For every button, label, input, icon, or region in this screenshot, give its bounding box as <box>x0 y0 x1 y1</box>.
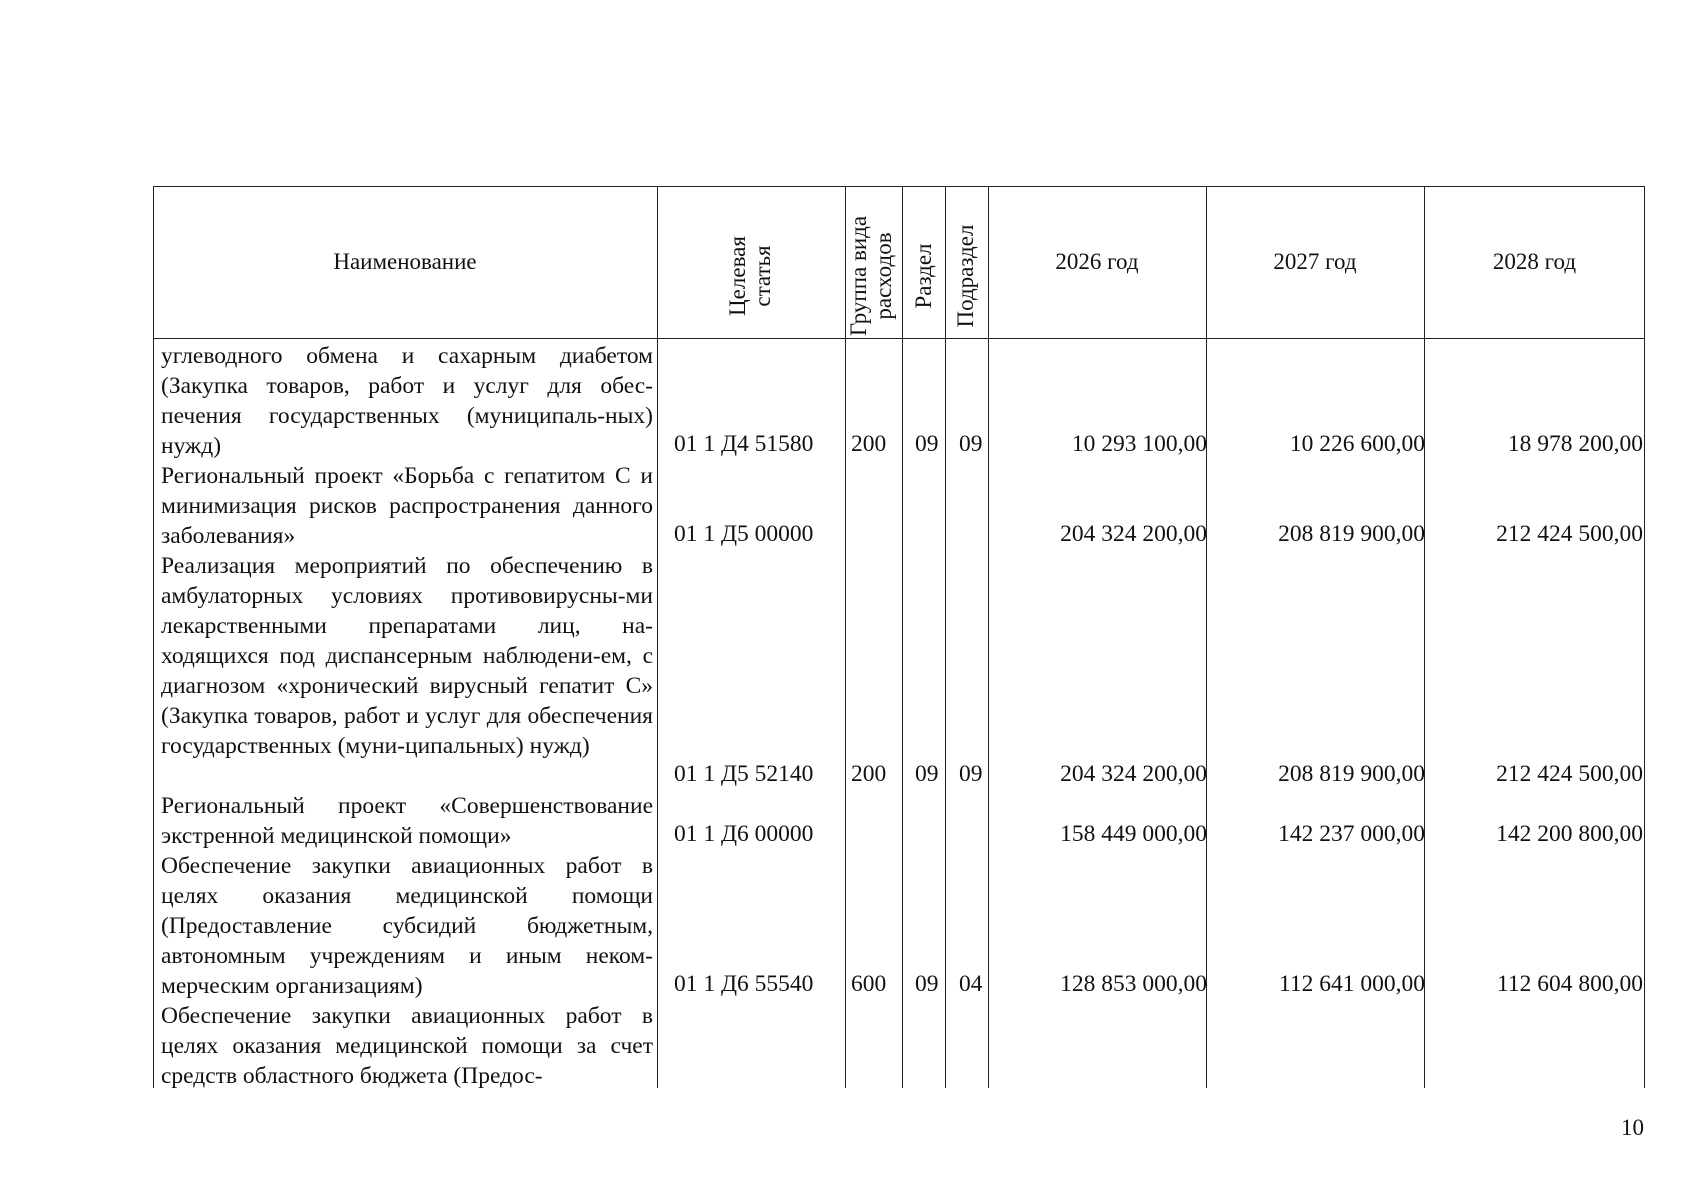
row-2026: 10 293 100,00 <box>1071 431 1207 457</box>
row-name: Региональный проект «Борьба с гепатитом С и минимизация рисков распространения данного заболевания» <box>161 463 653 549</box>
row-2026: 158 449 000,00 <box>1060 821 1207 847</box>
row-2028: 212 424 500,00 <box>1496 761 1643 787</box>
row-code: 01 1 Д6 00000 <box>674 821 814 847</box>
row-2028: 18 978 200,00 <box>1507 431 1643 457</box>
header-subsection: Подраздел <box>953 224 978 328</box>
row-name: углеводного обмена и сахарным диабетом (Закупка товаров, работ и услуг для обес-печения государственных (муниципаль-ных) нужд) <box>161 343 653 459</box>
header-target-article-text: Целевая статья <box>725 236 775 316</box>
page-number: 10 <box>1621 1115 1644 1140</box>
row-2026: 204 324 200,00 <box>1060 521 1207 547</box>
row-2027: 10 226 600,00 <box>1289 431 1425 457</box>
column-divider <box>657 186 658 1088</box>
row-section: 09 <box>915 431 939 457</box>
column-divider <box>945 186 946 1088</box>
row-name: Обеспечение закупки авиационных работ в целях оказания медицинской помощи за счет средств областного бюджета (Предос- <box>161 1003 653 1089</box>
row-group: 200 <box>851 431 887 457</box>
row-2028: 112 604 800,00 <box>1496 971 1643 997</box>
row-code: 01 1 Д6 55540 <box>674 971 814 997</box>
row-name: Реализация мероприятий по обеспечению в амбулаторных условиях противовирусны-ми лекарственными препаратами лиц, на-ходящихся под диспансерным наблюдени-ем, с диагнозом «хронический вирусный гепатит С» (Закупка товаров, работ и услуг для обеспечения государственных (муни-ципальных) нужд) <box>161 553 653 759</box>
row-2027: 142 237 000,00 <box>1278 821 1425 847</box>
row-code: 01 1 Д4 51580 <box>674 431 814 457</box>
header-year-2027: 2027 год <box>1273 249 1357 274</box>
column-divider <box>902 186 903 1088</box>
row-subsection: 09 <box>959 761 983 787</box>
row-group: 200 <box>851 761 887 787</box>
row-code: 01 1 Д5 00000 <box>674 521 814 547</box>
header-name: Наименование <box>333 249 477 274</box>
header-expense-group-text: Группа вида расходов <box>846 215 896 337</box>
row-2027: 208 819 900,00 <box>1278 761 1425 787</box>
row-group: 600 <box>851 971 887 997</box>
row-subsection: 09 <box>959 431 983 457</box>
row-2028: 212 424 500,00 <box>1496 521 1643 547</box>
header-section: Раздел <box>911 243 936 309</box>
header-target-article <box>725 176 777 376</box>
row-name: Региональный проект «Совершенствование экстренной медицинской помощи» <box>161 793 653 849</box>
header-year-2026: 2026 год <box>1055 249 1139 274</box>
row-2026: 128 853 000,00 <box>1060 971 1207 997</box>
row-2027: 208 819 900,00 <box>1278 521 1425 547</box>
row-name: Обеспечение закупки авиационных работ в целях оказания медицинской помощи (Предоставление субсидий бюджетным, автономным учреждениям и иным неком-мерческим организациям) <box>161 853 653 999</box>
row-section: 09 <box>915 761 939 787</box>
row-code: 01 1 Д5 52140 <box>674 761 814 787</box>
row-2028: 142 200 800,00 <box>1496 821 1643 847</box>
row-2027: 112 641 000,00 <box>1278 971 1425 997</box>
header-year-2028: 2028 год <box>1492 249 1577 274</box>
row-2026: 204 324 200,00 <box>1060 761 1207 787</box>
header-expense-group <box>846 201 900 351</box>
row-section: 09 <box>915 971 939 997</box>
row-subsection: 04 <box>959 971 983 997</box>
